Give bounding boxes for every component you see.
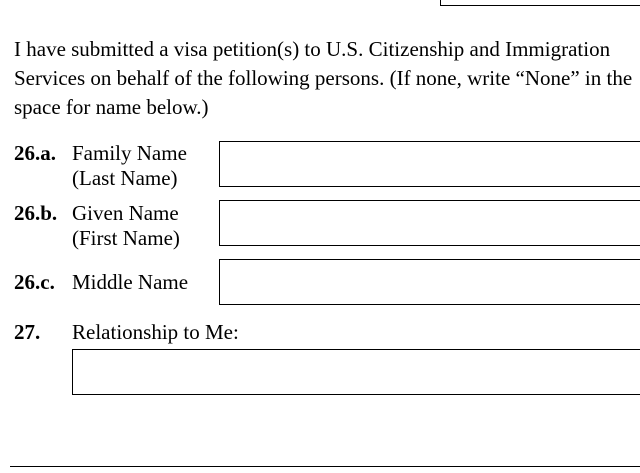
item-number: 26.c. [14, 270, 55, 294]
field-label: Relationship to Me: [72, 320, 239, 344]
given-name-input[interactable] [219, 200, 640, 246]
intro-instructions: I have submitted a visa petition(s) to U.S. Citizenship and Immigration Services on behalf of the following persons. (If none, write “None” in the space for name below.) [14, 37, 633, 119]
previous-field-box[interactable] [440, 0, 640, 6]
field-label [72, 201, 180, 251]
field-label-line2: (First Name) [72, 226, 180, 250]
section-divider [10, 466, 640, 467]
family-name-input[interactable] [219, 141, 640, 187]
item-number: 27. [14, 320, 41, 344]
field-label [72, 141, 187, 191]
field-label: Middle Name [72, 270, 189, 294]
relationship-input[interactable] [72, 349, 640, 395]
middle-name-input[interactable] [219, 259, 640, 305]
field-label-line2: (Last Name) [72, 166, 178, 190]
field-label-line1: Given Name [72, 201, 179, 225]
item-number: 26.b. [14, 201, 58, 225]
field-label-line1: Family Name [72, 141, 187, 165]
item-number: 26.a. [14, 141, 56, 165]
